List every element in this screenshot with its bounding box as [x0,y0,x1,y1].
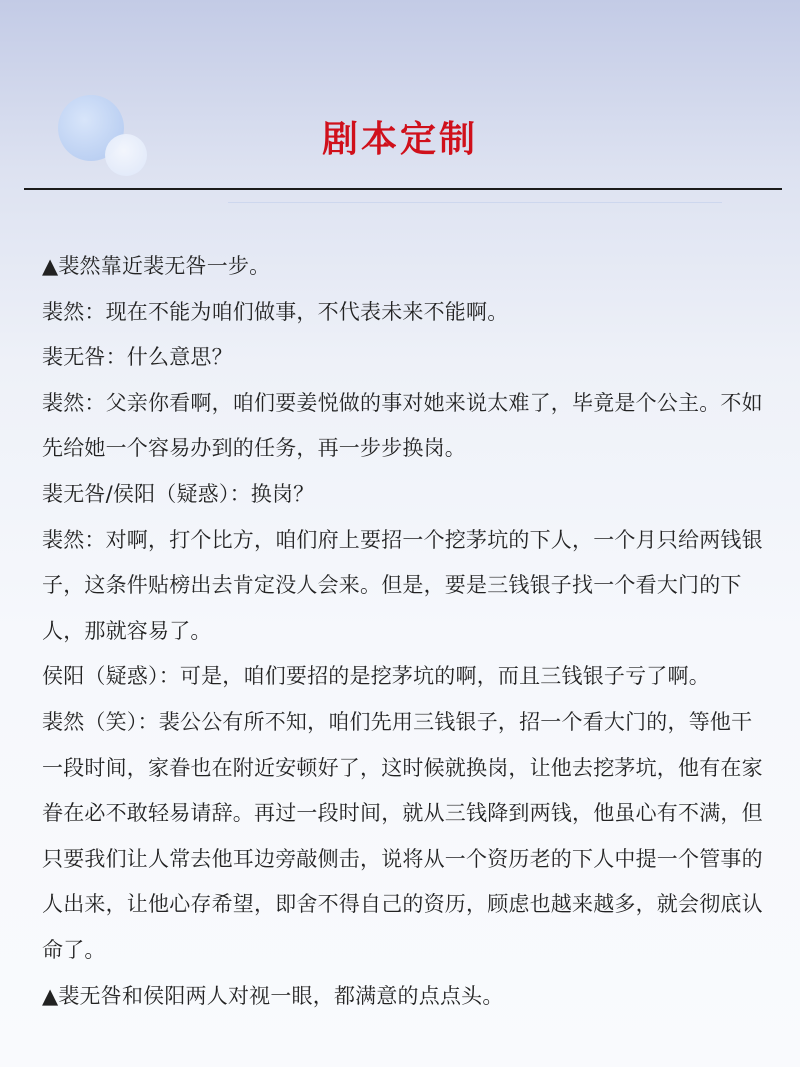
dialogue-line: 裴然：父亲你看啊，咱们要姜悦做的事对她来说太难了，毕竟是个公主。不如先给她一个容易办到的任务，再一步步换岗。 [42,390,763,461]
dialogue-line: 裴然：现在不能为咱们做事，不代表未来不能啊。 [42,299,509,324]
page-title: 剧本定制 [321,119,478,160]
script-body [42,244,772,1019]
title-subdivider [228,202,722,203]
dialogue-line: 侯阳（疑惑）：可是，咱们要招的是挖茅坑的啊，而且三钱银子亏了啊。 [42,664,710,689]
title-divider [24,188,782,190]
dialogue-line: 裴然（笑）：裴公公有所不知，咱们先用三钱银子，招一个看大门的，等他干一段时间，家眷也在附近安顿好了，这时候就换岗，让他去挖茅坑，他有在家眷在必不敢轻易请辞。再过一段时间，就从三钱降到两钱，他虽心有不满，但只要我们让人常去他耳边旁敲侧击，说将从一个资历老的下人中提一个管事的人出来，让他心存希望，即舍不得自己的资历，顾虑也越来越多，就会彻底认命了。 [42,709,763,962]
dialogue-line: 裴然：对啊，打个比方，咱们府上要招一个挖茅坑的下人，一个月只给两钱银子，这条件贴榜出去肯定没人会来。但是，要是三钱银子找一个看大门的下人，那就容易了。 [42,527,763,643]
dialogue-line: 裴无咎/侯阳（疑惑）：换岗？ [42,481,315,506]
dialogue-line: 裴无咎：什么意思？ [42,345,233,370]
stage-direction: ▲裴无咎和侯阳两人对视一眼，都满意的点点头。 [42,983,504,1008]
stage-direction: ▲裴然靠近裴无咎一步。 [42,254,271,278]
